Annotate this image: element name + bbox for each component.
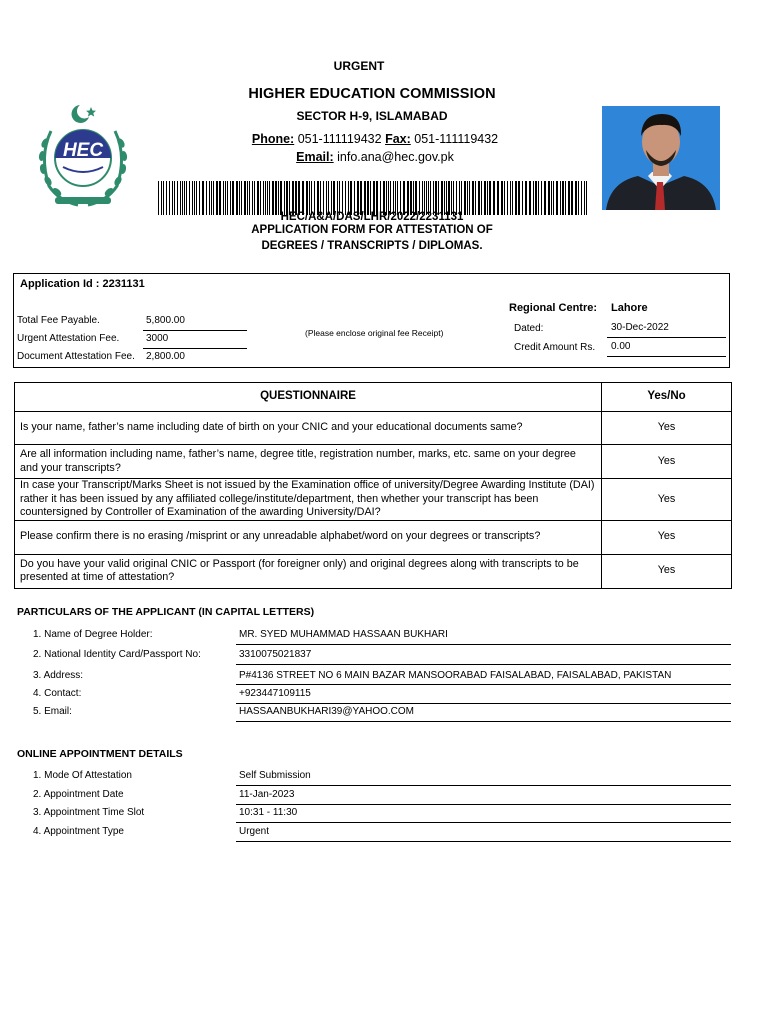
particular-value: +923447109115 bbox=[239, 688, 311, 699]
answer-text: Yes bbox=[602, 554, 732, 588]
question-text: Do you have your valid original CNIC or Passport (for foreigner only) and original degrees along with transcripts to be presented at time of attestation? bbox=[15, 554, 602, 588]
particular-underline bbox=[236, 644, 731, 645]
fee-receipt-note: (Please enclose original fee Receipt) bbox=[305, 328, 444, 338]
particular-value: 3310075021837 bbox=[239, 649, 312, 660]
questionnaire-row bbox=[15, 445, 732, 479]
particular-underline bbox=[236, 721, 731, 722]
question-text: Is your name, father’s name including date of birth on your CNIC and your educational documents same? bbox=[15, 412, 602, 445]
organization-name: HIGHER EDUCATION COMMISSION bbox=[248, 86, 496, 102]
credit-underline bbox=[607, 356, 726, 357]
questionnaire-row bbox=[15, 554, 732, 588]
reference-number: HEC/A&A/DAS/LHR/2022/2231131 bbox=[280, 211, 464, 223]
particular-label: 1. Name of Degree Holder: bbox=[33, 629, 153, 640]
phone-number: 051-111119432 bbox=[297, 132, 382, 146]
document-fee-label: Document Attestation Fee. bbox=[17, 351, 135, 362]
appointment-underline bbox=[236, 841, 731, 842]
barcode bbox=[158, 181, 590, 215]
appointment-underline bbox=[236, 804, 731, 805]
appointment-value: Self Submission bbox=[239, 770, 311, 781]
particular-value: MR. SYED MUHAMMAD HASSAAN BUKHARI bbox=[239, 629, 448, 640]
questionnaire-table bbox=[14, 382, 732, 589]
questionnaire-row bbox=[15, 412, 732, 445]
questionnaire-row bbox=[15, 479, 732, 521]
particular-label: 5. Email: bbox=[33, 706, 72, 717]
fax-label: Fax: bbox=[385, 132, 411, 146]
document-fee-value: 2,800.00 bbox=[146, 351, 185, 362]
appointment-label: 2. Appointment Date bbox=[33, 789, 124, 800]
appointment-value: Urgent bbox=[239, 826, 270, 837]
credit-amount-value: 0.00 bbox=[611, 341, 631, 352]
hec-logo bbox=[33, 101, 133, 211]
form-title-line2: DEGREES / TRANSCRIPTS / DIPLOMAS. bbox=[261, 240, 483, 252]
dated-label: Dated: bbox=[514, 323, 544, 334]
answer-text: Yes bbox=[602, 445, 732, 479]
questionnaire-header: QUESTIONNAIRE bbox=[15, 383, 602, 412]
particulars-title: PARTICULARS OF THE APPLICANT (IN CAPITAL LETTERS) bbox=[17, 606, 315, 618]
fee-underline bbox=[143, 330, 247, 331]
appointment-value: 11-Jan-2023 bbox=[239, 789, 295, 800]
questionnaire-row bbox=[15, 520, 732, 554]
question-text: Are all information including name, father’s name, degree title, registration number, marks, etc. same on your degree and your transcripts? bbox=[15, 445, 602, 479]
answer-text: Yes bbox=[602, 520, 732, 554]
urgent-label: URGENT bbox=[333, 59, 385, 73]
appointment-underline bbox=[236, 822, 731, 823]
particular-underline bbox=[236, 664, 731, 665]
fax-number: 051-111119432 bbox=[414, 132, 499, 146]
phone-label: Phone: bbox=[251, 132, 295, 146]
regional-centre-value: Lahore bbox=[611, 302, 648, 314]
particular-underline bbox=[236, 703, 731, 704]
email-address: info.ana@hec.gov.pk bbox=[337, 150, 454, 164]
urgent-fee-value: 3000 bbox=[146, 333, 169, 344]
dated-underline bbox=[607, 337, 726, 338]
question-text: Please confirm there is no erasing /misprint or any unreadable alphabet/word on your degrees or transcripts? bbox=[15, 520, 602, 554]
particular-label: 4. Contact: bbox=[33, 688, 82, 699]
total-fee-label: Total Fee Payable. bbox=[17, 315, 100, 326]
dated-value: 30-Dec-2022 bbox=[611, 322, 669, 333]
particular-value: P#4136 STREET NO 6 MAIN BAZAR MANSOORABAD FAISALABAD, FAISALABAD, PAKISTAN bbox=[239, 670, 672, 681]
appointment-value: 10:31 - 11:30 bbox=[239, 807, 298, 818]
question-text: In case your Transcript/Marks Sheet is not issued by the Examination office of university/Degree Awarding Institute (DAI) rather it has been issued by any affiliated college/institute/department, then whether your transcript has been countersigned by Controller of Examination of the awarding University/DAI? bbox=[15, 479, 602, 521]
applicant-photo bbox=[602, 106, 720, 210]
appointment-label: 3. Appointment Time Slot bbox=[33, 807, 145, 818]
appointment-underline bbox=[236, 785, 731, 786]
questionnaire-header-row bbox=[15, 383, 732, 412]
urgent-fee-label: Urgent Attestation Fee. bbox=[17, 333, 120, 344]
yes-no-header: Yes/No bbox=[602, 383, 732, 412]
answer-text: Yes bbox=[602, 479, 732, 521]
particular-label: 3. Address: bbox=[33, 670, 84, 681]
appointment-label: 4. Appointment Type bbox=[33, 826, 124, 837]
appointment-label: 1. Mode Of Attestation bbox=[33, 770, 132, 781]
particular-value: HASSAANBUKHARI39@YAHOO.COM bbox=[239, 706, 415, 717]
appointment-title: ONLINE APPOINTMENT DETAILS bbox=[17, 748, 183, 760]
form-title-line1: APPLICATION FORM FOR ATTESTATION OF bbox=[251, 224, 493, 236]
particular-label: 2. National Identity Card/Passport No: bbox=[33, 649, 201, 660]
answer-text: Yes bbox=[602, 412, 732, 445]
fee-underline bbox=[143, 348, 247, 349]
total-fee-value: 5,800.00 bbox=[146, 315, 185, 326]
email-label: Email: bbox=[296, 150, 334, 164]
regional-centre-label: Regional Centre: bbox=[509, 302, 598, 314]
svg-text:HEC: HEC bbox=[62, 140, 104, 161]
credit-amount-label: Credit Amount Rs. bbox=[514, 342, 596, 353]
particular-underline bbox=[236, 684, 731, 685]
organization-address: SECTOR H-9, ISLAMABAD bbox=[296, 109, 448, 123]
application-id: Application Id : 2231131 bbox=[20, 278, 145, 290]
